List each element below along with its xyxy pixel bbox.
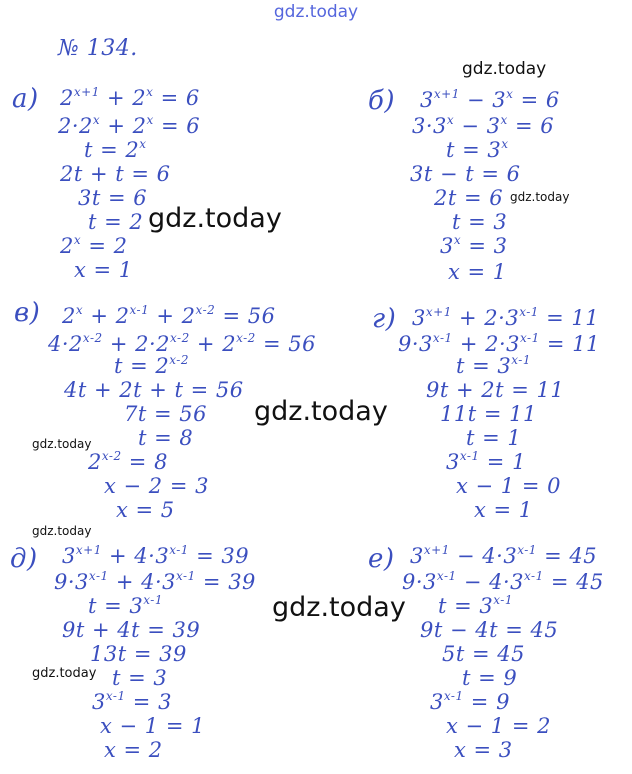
section-label-a: а): [12, 84, 39, 114]
expression-text: 11t = 11: [440, 402, 537, 426]
expression-text: = 56: [255, 332, 316, 356]
watermark: gdz.today: [254, 396, 388, 427]
exponent: x+1: [73, 85, 100, 99]
section-e-line: [462, 668, 517, 689]
exponent: x+1: [423, 543, 450, 557]
expression-text: 9·3: [398, 332, 433, 356]
expression-text: + 2·3: [451, 306, 520, 330]
section-v-line: [138, 428, 193, 449]
section-b-line: [446, 137, 509, 162]
exponent: x-2: [169, 353, 189, 367]
expression-text: t = 3: [88, 594, 144, 618]
section-a-line: [84, 137, 147, 162]
watermark: gdz.today: [32, 524, 92, 538]
expression-text: = 9: [463, 690, 510, 714]
section-b-line: [452, 212, 507, 233]
expression-text: = 6: [153, 86, 200, 110]
exponent: x-1: [443, 689, 464, 703]
expression-text: 5t = 45: [442, 642, 525, 666]
section-v-line: [48, 331, 316, 356]
exponent: x: [92, 113, 101, 127]
section-d-line: [54, 569, 256, 594]
section-d-line: [104, 740, 163, 761]
exponent: x: [446, 113, 455, 127]
exponent: x: [75, 303, 84, 317]
exponent: x-1: [105, 689, 126, 703]
section-d-line: [62, 543, 250, 568]
expression-text: 7t = 56: [124, 402, 207, 426]
section-g-line: [426, 380, 564, 401]
section-a-line: [60, 85, 200, 110]
exponent: x-1: [88, 569, 109, 583]
exponent: x+1: [433, 87, 460, 101]
expression-text: = 6: [513, 88, 560, 112]
section-label-v: в): [14, 298, 41, 328]
expression-text: t = 1: [466, 426, 522, 450]
expression-text: = 1: [479, 450, 526, 474]
expression-text: 3: [410, 544, 424, 568]
section-a-line: [60, 164, 171, 185]
section-g-line: [440, 404, 537, 425]
exponent: x-1: [143, 593, 163, 607]
section-d-line: [90, 644, 187, 665]
section-b-line: [412, 113, 555, 138]
section-e-line: [410, 543, 598, 568]
expression-text: x − 1 = 1: [100, 714, 205, 738]
section-g-line: [456, 353, 531, 378]
section-b-line: [440, 233, 508, 258]
expression-text: 2t + t = 6: [60, 162, 171, 186]
expression-text: t = 3: [456, 354, 512, 378]
expression-text: 9t + 4t = 39: [62, 618, 201, 642]
expression-text: − 4·3: [456, 570, 524, 594]
section-g-line: [474, 500, 533, 521]
expression-text: − 4·3: [449, 544, 518, 568]
watermark: gdz.today: [272, 592, 406, 623]
section-a-line: [58, 113, 201, 138]
expression-text: = 45: [536, 544, 598, 568]
exponent: x-1: [511, 353, 531, 367]
expression-text: x = 5: [116, 498, 175, 522]
expression-text: x = 1: [74, 258, 133, 282]
section-a-line: [74, 260, 133, 281]
exponent: x: [501, 137, 509, 151]
section-d-line: [100, 716, 205, 737]
expression-text: 2: [60, 86, 74, 110]
watermark: gdz.today: [148, 203, 282, 234]
expression-text: x = 3: [454, 738, 513, 762]
expression-text: 4·2: [48, 332, 83, 356]
expression-text: x = 1: [448, 260, 507, 284]
section-e-line: [454, 740, 513, 761]
watermark-top: gdz.today: [273, 2, 359, 22]
expression-text: 13t = 39: [90, 642, 187, 666]
expression-text: t = 9: [462, 666, 518, 690]
expression-text: + 2: [99, 86, 147, 110]
exponent: x-1: [493, 593, 513, 607]
section-e-line: [430, 689, 510, 714]
exponent: x: [506, 87, 514, 101]
expression-text: + 2·3: [452, 332, 520, 356]
expression-text: = 6: [507, 114, 555, 138]
expression-text: 2·2: [58, 114, 93, 138]
section-a-line: [60, 233, 128, 258]
watermark: gdz.today: [510, 190, 570, 204]
exponent: x-1: [129, 303, 150, 317]
exponent: x-2: [82, 331, 103, 345]
expression-text: = 39: [195, 570, 256, 594]
expression-text: 9t + 2t = 11: [426, 378, 565, 402]
section-g-line: [446, 449, 526, 474]
section-v-line: [88, 449, 168, 474]
expression-text: 9·3: [54, 570, 89, 594]
expression-text: + 2: [83, 304, 130, 328]
section-v-line: [64, 380, 244, 401]
expression-text: 4t + 2t + t = 56: [64, 378, 244, 402]
exponent: x: [146, 85, 154, 99]
expression-text: + 2·2: [102, 332, 170, 356]
section-b-line: [434, 188, 503, 209]
section-g-line: [412, 305, 600, 330]
expression-text: 3t = 6: [78, 186, 148, 210]
section-d-line: [62, 620, 200, 641]
exponent: x: [139, 137, 147, 151]
expression-text: x − 1 = 0: [456, 474, 561, 498]
section-v-line: [114, 353, 189, 378]
expression-text: x − 2 = 3: [104, 474, 209, 498]
expression-text: = 56: [215, 304, 276, 328]
expression-text: + 2: [100, 114, 147, 138]
exponent: x-2: [195, 303, 216, 317]
expression-text: 3: [420, 88, 434, 112]
expression-text: x = 2: [104, 738, 163, 762]
expression-text: − 3: [459, 88, 507, 112]
expression-text: t = 2: [114, 354, 170, 378]
section-v-line: [104, 476, 209, 497]
watermark: gdz.today: [32, 437, 92, 451]
expression-text: = 3: [461, 234, 508, 258]
expression-text: x = 1: [474, 498, 533, 522]
expression-text: 3: [412, 306, 426, 330]
exponent: x-1: [436, 569, 457, 583]
exponent: x-1: [176, 569, 196, 583]
section-v-line: [62, 303, 276, 328]
exponent: x: [146, 113, 154, 127]
exponent: x-2: [236, 331, 256, 345]
expression-text: = 45: [543, 570, 604, 594]
exponent: x-2: [101, 449, 122, 463]
exponent: x+1: [75, 543, 102, 557]
expression-text: 3: [62, 544, 76, 568]
expression-text: 9·3: [402, 570, 437, 594]
section-v-line: [116, 500, 175, 521]
section-d-line: [92, 689, 172, 714]
expression-text: 2: [62, 304, 76, 328]
expression-text: 3: [440, 234, 454, 258]
problem-number: № 134.: [58, 36, 138, 61]
section-a-line: [78, 188, 147, 209]
exponent: x+1: [425, 305, 452, 319]
section-v-line: [124, 404, 207, 425]
expression-text: 3·3: [412, 114, 447, 138]
expression-text: + 2: [189, 332, 237, 356]
section-e-line: [402, 569, 604, 594]
section-g-line: [398, 331, 600, 356]
expression-text: + 4·3: [101, 544, 170, 568]
expression-text: + 2: [149, 304, 196, 328]
section-b-line: [410, 164, 521, 185]
exponent: x-1: [432, 331, 453, 345]
section-d-line: [112, 668, 167, 689]
expression-text: = 3: [125, 690, 172, 714]
expression-text: t = 3: [438, 594, 494, 618]
section-label-g: г): [372, 304, 397, 334]
expression-text: t = 3: [446, 138, 502, 162]
exponent: x-1: [517, 543, 537, 557]
expression-text: + 4·3: [108, 570, 176, 594]
exponent: x: [73, 233, 82, 247]
expression-text: t = 3: [112, 666, 168, 690]
expression-text: = 11: [538, 306, 600, 330]
watermark: gdz.today: [32, 666, 97, 681]
expression-text: = 6: [153, 114, 201, 138]
expression-text: 3t − t = 6: [410, 162, 521, 186]
section-g-line: [466, 428, 521, 449]
expression-text: t = 8: [138, 426, 194, 450]
expression-text: = 39: [188, 544, 250, 568]
exponent: x-2: [170, 331, 190, 345]
section-b-line: [420, 87, 560, 112]
exponent: x: [453, 233, 462, 247]
section-e-line: [442, 644, 525, 665]
expression-text: t = 2: [84, 138, 140, 162]
expression-text: 2: [60, 234, 74, 258]
exponent: x-1: [524, 569, 544, 583]
expression-text: 3: [446, 450, 460, 474]
section-e-line: [420, 620, 558, 641]
section-label-d: д): [10, 544, 38, 574]
expression-text: = 11: [539, 332, 600, 356]
expression-text: − 3: [454, 114, 501, 138]
exponent: x: [500, 113, 508, 127]
expression-text: 3: [430, 690, 444, 714]
expression-text: 2t = 6: [434, 186, 504, 210]
expression-text: t = 3: [452, 210, 508, 234]
expression-text: 3: [92, 690, 106, 714]
exponent: x-1: [520, 331, 540, 345]
exponent: x-1: [169, 543, 189, 557]
section-e-line: [438, 593, 513, 618]
expression-text: = 2: [81, 234, 128, 258]
section-b-line: [448, 262, 507, 283]
exponent: x-1: [519, 305, 539, 319]
expression-text: x − 1 = 2: [446, 714, 551, 738]
section-label-b: б): [368, 86, 396, 116]
section-g-line: [456, 476, 561, 497]
expression-text: 9t − 4t = 45: [420, 618, 559, 642]
expression-text: t = 2: [88, 210, 144, 234]
watermark: gdz.today: [462, 59, 547, 79]
section-label-e: е): [368, 544, 395, 574]
section-e-line: [446, 716, 551, 737]
section-d-line: [88, 593, 163, 618]
section-a-line: [88, 212, 143, 233]
exponent: x-1: [459, 449, 480, 463]
expression-text: 2: [88, 450, 102, 474]
expression-text: = 8: [121, 450, 168, 474]
